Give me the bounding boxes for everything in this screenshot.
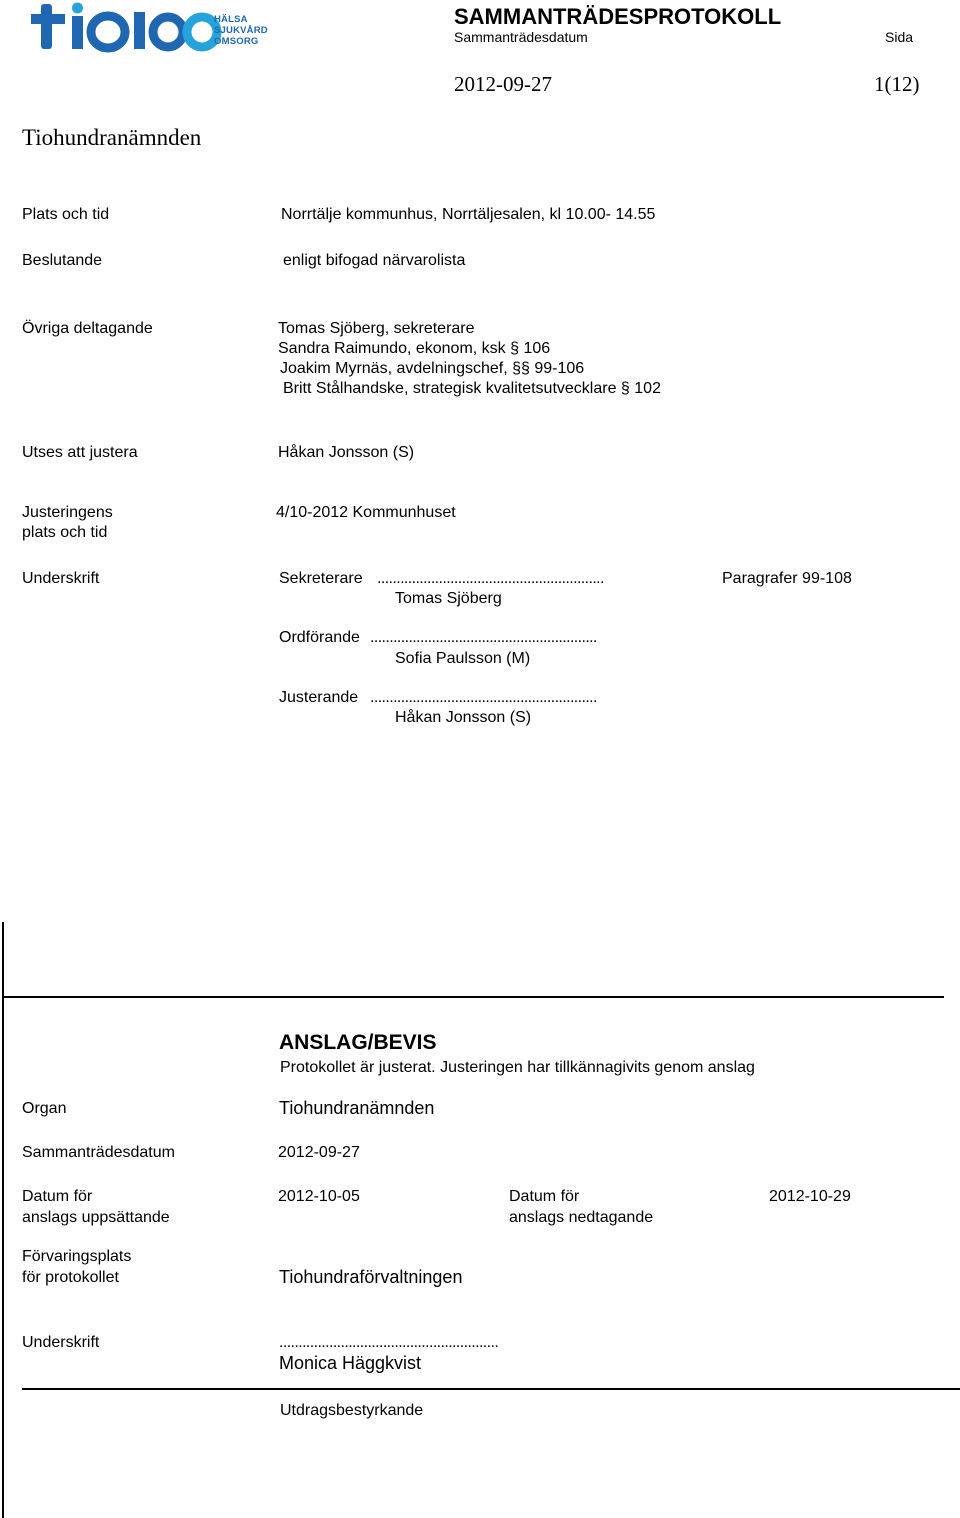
anslag-signature-label: Underskrift (22, 1334, 100, 1351)
meeting-date-label: Sammanträdesdatum (22, 1144, 175, 1161)
left-border (2, 922, 4, 1518)
adjuster-value: Håkan Jonsson (S) (278, 444, 415, 461)
participant: Britt Stålhandske, strategisk kvalitetsutvecklare § 102 (283, 380, 661, 397)
signature-label: Underskrift (22, 570, 100, 587)
storage-label: för protokollet (22, 1269, 119, 1286)
adjuster-label: Utses att justera (22, 444, 138, 461)
adjust-place-label: Justeringens (22, 504, 113, 521)
chair-role: Ordförande (279, 629, 360, 646)
certified-label: Utdragsbestyrkande (280, 1402, 424, 1419)
posted-value: 2012-10-05 (278, 1188, 360, 1205)
secretary-role: Sekreterare (279, 570, 363, 587)
page-number: 1(12) (874, 72, 920, 96)
logo-sub-line: OMSORG (214, 36, 259, 47)
logo-sub-line: HÄLSA (214, 14, 248, 25)
paragraphs: Paragrafer 99-108 (722, 570, 852, 587)
anslag-intro: Protokollet är justerat. Justeringen har tillkännagivits genom anslag (280, 1059, 755, 1076)
meeting-date: 2012-09-27 (454, 72, 552, 96)
place-label: Plats och tid (22, 206, 110, 223)
others-label: Övriga deltagande (22, 320, 153, 337)
adjuster-role: Justerande (279, 689, 359, 706)
organ-value: Tiohundranämnden (279, 1098, 435, 1118)
divider (2, 996, 944, 998)
page-label: Sida (885, 29, 914, 45)
storage-value: Tiohundraförvaltningen (279, 1267, 463, 1287)
signer-name: Monica Häggkvist (279, 1353, 422, 1373)
place-value: Norrtälje kommunhus, Norrtäljesalen, kl 10.00- 14.55 (281, 206, 656, 223)
signature-line: ......................................................... (279, 1334, 499, 1351)
participant: Tomas Sjöberg, sekreterare (278, 320, 475, 337)
secretary-name: Tomas Sjöberg (395, 590, 502, 607)
adjust-place-value: 4/10-2012 Kommunhuset (276, 504, 456, 521)
logo-sub-line: SJUKVÅRD (214, 25, 268, 36)
meeting-date-label: Sammanträdesdatum (454, 29, 588, 45)
organ-label: Organ (22, 1100, 67, 1117)
divider (22, 1388, 960, 1390)
anslag-heading: ANSLAG/BEVIS (279, 1031, 437, 1054)
participant: Sandra Raimundo, ekonom, ksk § 106 (278, 340, 551, 357)
participant: Joakim Myrnäs, avdelningschef, §§ 99-106 (280, 360, 585, 377)
deciding-value: enligt bifogad närvarolista (283, 252, 466, 269)
board-name: Tiohundranämnden (22, 125, 202, 150)
adjust-place-label: plats och tid (22, 524, 108, 541)
adjuster-name: Håkan Jonsson (S) (395, 709, 532, 726)
deciding-label: Beslutande (22, 252, 103, 269)
document-title: SAMMANTRÄDESPROTOKOLL (454, 4, 782, 29)
removed-label: anslags nedtagande (509, 1209, 654, 1226)
signature-line: ........................................................... (377, 570, 604, 587)
removed-label: Datum för (509, 1188, 580, 1205)
posted-label: anslags uppsättande (22, 1209, 170, 1226)
signature-line: ........................................................... (370, 629, 597, 646)
chair-name: Sofia Paulsson (M) (395, 650, 531, 667)
logo-subtext (214, 14, 268, 47)
storage-label: Förvaringsplats (22, 1248, 132, 1265)
meeting-date-value: 2012-09-27 (278, 1144, 360, 1161)
removed-value: 2012-10-29 (769, 1188, 851, 1205)
signature-line: ........................................................... (370, 689, 597, 706)
posted-label: Datum för (22, 1188, 93, 1205)
